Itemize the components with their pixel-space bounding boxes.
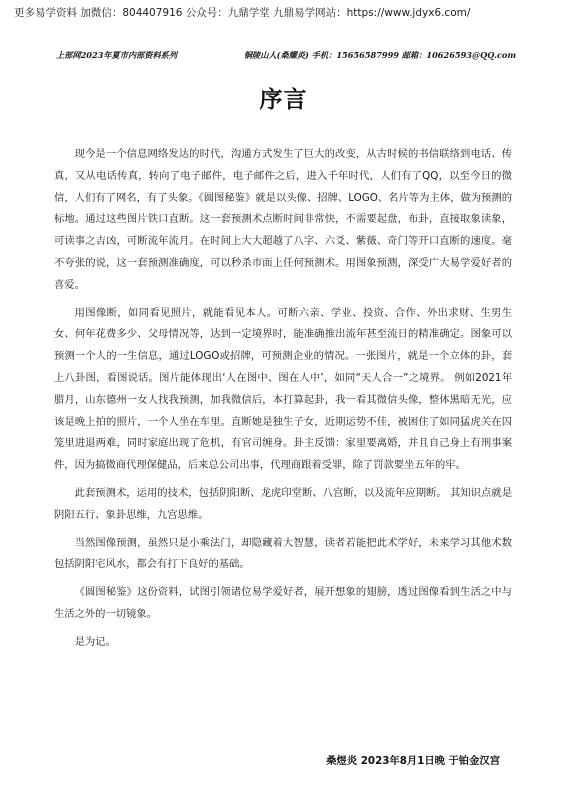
paragraph-1: 现今是一个信息网络发达的时代，沟通方式发生了巨大的改变，从古时候的书信联络到电话、传真，又从电话传真，转向了电子邮件，电子邮件之后，进入千年时代，人们有了QQ，以至今日的微信，人们有了网名，有了头象。《圆图秘鉴》就是以头像、招牌、LOGO、名片等为主体，做为预测的标地。通过这些图片铁口直断。这一套预测术点断时间非常快，不需要起盘，布卦，直接取象读象，可读事之吉凶，可断流年流月。在时间上大大超越了八字、六爻、紫薇、奇门等开口直断的速度。毫不夸张的说，这一套预测准确度，可以秒杀市面上任何预测术。用图象预测，深受广大易学爱好者的喜爱。 xyxy=(54,148,512,291)
page-title: 序言 xyxy=(259,86,308,113)
series-header xyxy=(56,50,516,61)
series-title: 上部网2023年夏市内部资料系列 xyxy=(56,50,178,60)
paragraph-4: 当然图像预测，虽然只是小乘法门，却隐藏着大智慧，读者若能把此术学好，未来学习其他术数包括阴阳宅风水，都会有打下良好的基础。 xyxy=(54,536,512,571)
preface-body xyxy=(54,144,512,660)
top-banner: 更多易学资料 加微信：804407916 公众号：九鼎学堂 九鼎易学网站：https://www.jdyx6.com/ xyxy=(14,7,471,19)
paragraph-5: 《圆图秘鉴》这份资料，试图引领诸位易学爱好者，展开想象的翅膀，透过图像看到生活之中与生活之外的一切镜象。 xyxy=(54,586,512,620)
paragraph-3: 此套预测术，运用的技术，包括阴阳断、龙虎印堂断、八宫断，以及流年应期断。 其知识点就是阴阳五行、象卦思维，九宫思维。 xyxy=(54,486,512,521)
author-contact: 铜陵山人(桑耀炎) 手机：15656587999 邮箱：10626593@QQ.com xyxy=(243,50,516,60)
signature: 桑煜炎 2023年8月1日晚 于铂金汉宫 xyxy=(326,755,500,767)
paragraph-6: 是为记。 xyxy=(74,635,116,648)
paragraph-2: 用图像断，如同看见照片，就能看见本人。可断六亲、学业、投资、合作、外出求财、生男生女、何年花费多少、父母情况等，达到一定境界时，能准确推出流年甚至流日的精准确定。图象可以预测一个人的一生信息，通过LOGO或招牌，可预测企业的情况。一张图片，就是一个立体的卦，套上八卦图，看图说话。图片能体现出‘人在图中、图在人中’，如同“天人合一”之境界。 例如2021年腊月，山东德州一女人找我预测，加我微信后，本打算起卦，我一看其微信头像，整体黑暗无光，应该是晚上拍的照片，一个人坐在车里。直断她是独生子女，近期运势不佳，被困住了如同猛虎关在囚笼里进退两难，同时家庭出现了危机，有官司缠身。卦主反馈：家里要离婚，并且自己身上有刑事案件，因为搞微商代理保健品，后来总公司出事，代理商跟着受罪，除了罚款要坐五年的牢。 xyxy=(54,306,512,472)
